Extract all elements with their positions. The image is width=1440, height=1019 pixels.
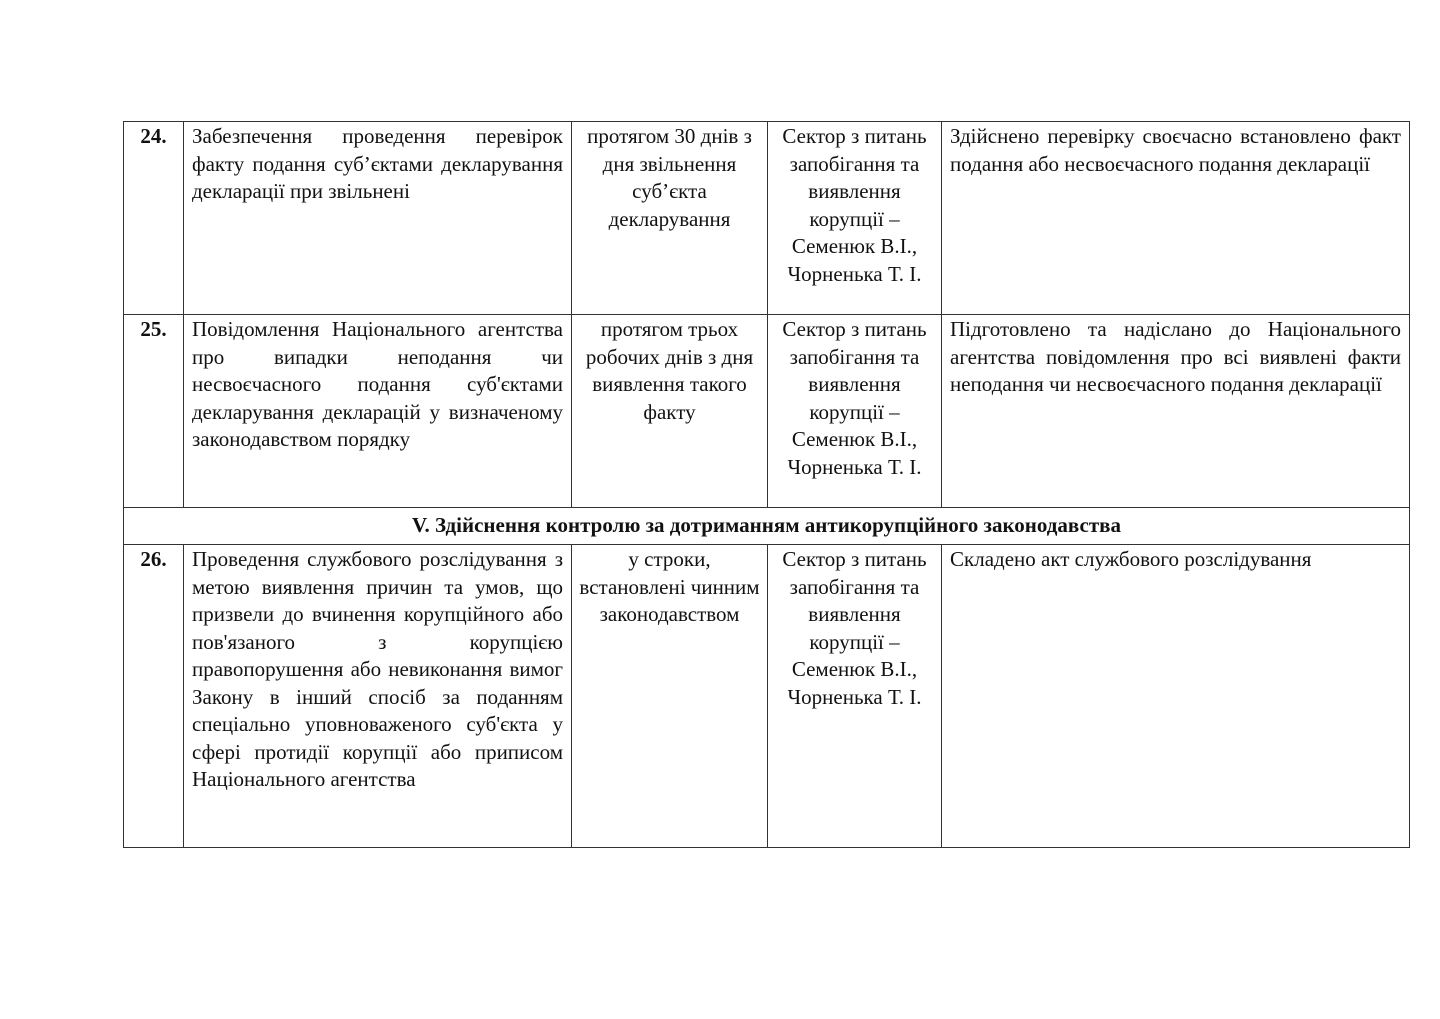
- row-number: 25.: [124, 315, 184, 508]
- responsible-party: Сектор з питань запобігання та виявлення корупції – Семенюк В.І., Чорненька Т. І.: [768, 122, 942, 315]
- section-heading-row: [124, 508, 1410, 545]
- responsible-party: Сектор з питань запобігання та виявлення корупції – Семенюк В.І., Чорненька Т. І.: [768, 545, 942, 848]
- expected-result: Складено акт службового розслідування: [942, 545, 1410, 848]
- row-number: 26.: [124, 545, 184, 848]
- section-heading: V. Здійснення контролю за дотриманням антикорупційного законодавства: [124, 508, 1410, 545]
- expected-result: Здійснено перевірку своєчасно встановлено факт подання або несвоєчасного подання декларації: [942, 122, 1410, 315]
- measure-description: Проведення службового розслідування з метою виявлення причин та умов, що призвели до вчинення корупційного або пов'язаного з корупцією правопорушення або невиконання вимог Закону в інший спосіб за поданням спеціально уповноваженого суб'єкта у сфері протидії корупції або приписом Національного агентства: [184, 545, 572, 848]
- expected-result: Підготовлено та надіслано до Національного агентства повідомлення про всі виявлені факти неподання чи несвоєчасного подання декларації: [942, 315, 1410, 508]
- table-row: [124, 315, 1410, 508]
- deadline: протягом 30 днів з дня звільнення суб’єкта декларування: [572, 122, 768, 315]
- measures-table: [123, 121, 1410, 848]
- measure-description: Повідомлення Національного агентства про випадки неподання чи несвоєчасного подання суб'єктами декларування декларацій у визначеному законодавством порядку: [184, 315, 572, 508]
- table-row: [124, 545, 1410, 848]
- deadline: у строки, встановлені чинним законодавством: [572, 545, 768, 848]
- deadline: протягом трьох робочих днів з дня виявлення такого факту: [572, 315, 768, 508]
- measure-description: Забезпечення проведення перевірок факту подання суб’єктами декларування декларації при звільнені: [184, 122, 572, 315]
- responsible-party: Сектор з питань запобігання та виявлення корупції – Семенюк В.І., Чорненька Т. І.: [768, 315, 942, 508]
- row-number: 24.: [124, 122, 184, 315]
- table-row: [124, 122, 1410, 315]
